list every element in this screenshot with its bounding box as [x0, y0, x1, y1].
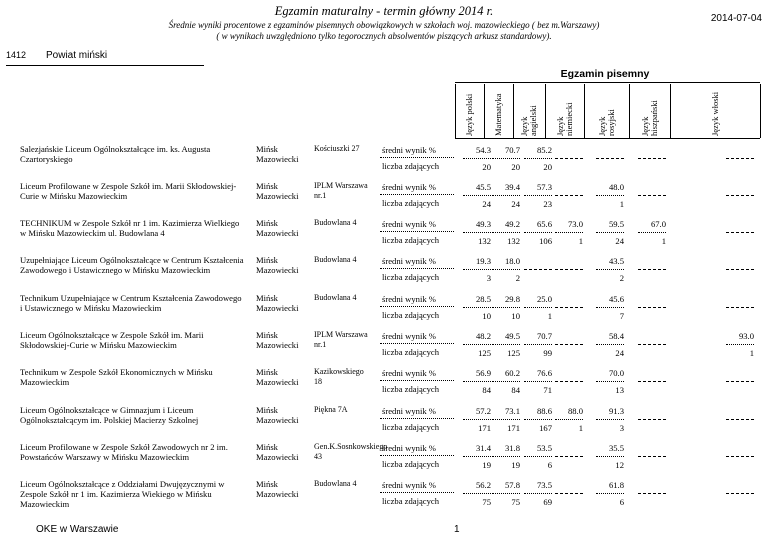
column-header-label: Język polski: [464, 93, 474, 136]
score-value: 45.6: [608, 294, 624, 304]
column-divider: [670, 84, 671, 138]
cell-separator: [492, 307, 520, 308]
cell-separator: [596, 269, 624, 270]
school-name: Liceum Profilowane w Zespole Szkół im. Marii Skłodowskiej-Curie w Mińsku Mazowieckim: [20, 181, 237, 201]
count-value: 20: [482, 162, 491, 172]
cell-separator: [492, 419, 520, 420]
score-value: 29.8: [504, 294, 520, 304]
score-value: 73.0: [567, 219, 583, 229]
count-value: 75: [511, 497, 520, 507]
score-value: 31.8: [504, 443, 520, 453]
cell-separator: [726, 456, 754, 457]
cell-separator: [524, 419, 552, 420]
score-value: 56.9: [475, 368, 491, 378]
table-row: [20, 141, 764, 181]
cell-separator: [596, 232, 624, 233]
score-value: 28.5: [475, 294, 491, 304]
section-bottom-line: [455, 138, 760, 139]
cell-separator: [596, 307, 624, 308]
cell-separator: [524, 158, 552, 159]
school-address: IPLM Warszawa nr.1: [314, 330, 368, 349]
count-value: 69: [543, 497, 552, 507]
school-name: Liceum Ogólnokształcące z Oddziałami Dwujęzycznymi w Zespole Szkół nr 1 im. Kazimierza Wiekiego w Mińsku Mazowieckim: [20, 479, 225, 509]
count-label: liczba zdających: [382, 161, 440, 171]
column-header-label: Matematyka: [493, 93, 503, 136]
score-value: 88.0: [567, 406, 583, 416]
count-value: 2: [515, 273, 520, 283]
score-value: 48.2: [475, 331, 491, 341]
cell-separator: [463, 456, 491, 457]
score-value: 57.2: [475, 406, 491, 416]
cell-separator: [463, 158, 491, 159]
school-name: Salezjańskie Liceum Ogólnokształcące im. ks. Augusta Czartoryskiego: [20, 144, 211, 164]
score-value: 56.2: [475, 480, 491, 490]
cell-separator: [638, 344, 666, 345]
count-value: 171: [507, 423, 520, 433]
count-value: 84: [482, 385, 491, 395]
score-value: 39.4: [504, 182, 520, 192]
count-value: 20: [543, 162, 552, 172]
score-value: 88.6: [536, 406, 552, 416]
count-value: 10: [511, 311, 520, 321]
cell-separator: [638, 307, 666, 308]
cell-separator: [555, 269, 583, 270]
cell-separator: [492, 493, 520, 494]
school-city: Mińsk Mazowiecki: [256, 330, 299, 350]
count-value: 125: [507, 348, 520, 358]
school-address: Budowlana 4: [314, 255, 357, 264]
school-city: Mińsk Mazowiecki: [256, 255, 299, 275]
count-value: 6: [619, 497, 624, 507]
score-label: średni wynik %: [382, 219, 436, 229]
score-value: 18.0: [504, 256, 520, 266]
cell-separator: [555, 381, 583, 382]
table-row: [20, 327, 764, 367]
cell-separator: [726, 381, 754, 382]
school-city: Mińsk Mazowiecki: [256, 218, 299, 238]
cell-separator: [638, 493, 666, 494]
score-label: średni wynik %: [382, 256, 436, 266]
score-label: średni wynik %: [382, 406, 436, 416]
cell-separator: [638, 381, 666, 382]
cell-separator: [555, 232, 583, 233]
label-separator: [380, 231, 454, 232]
column-header-label: Język angielski: [519, 105, 538, 136]
cell-separator: [638, 419, 666, 420]
cell-separator: [463, 381, 491, 382]
count-value: 99: [543, 348, 552, 358]
score-value: 49.5: [504, 331, 520, 341]
cell-separator: [492, 195, 520, 196]
table-row: [20, 290, 764, 330]
table-row: [20, 402, 764, 442]
page-subtitle: [0, 20, 768, 42]
school-city: Mińsk Mazowiecki: [256, 293, 299, 313]
column-divider: [584, 84, 585, 138]
cell-separator: [726, 158, 754, 159]
score-value: 53.5: [536, 443, 552, 453]
footer-org: OKE w Warszawie: [36, 524, 119, 535]
cell-separator: [726, 307, 754, 308]
school-address: Piękna 7A: [314, 405, 348, 414]
count-value: 1: [749, 348, 754, 358]
school-name: Liceum Profilowane w Zespole Szkół Zawodowych nr 2 im. Powstańców Warszawy w Mińsku Mazowieckim: [20, 442, 228, 462]
school-name: TECHNIKUM w Zespole Szkół nr 1 im. Kazimierza Wielkiego w Mińsku Mazowieckim ul. Budowlana 4: [20, 218, 240, 238]
score-value: 60.2: [504, 368, 520, 378]
score-value: 58.4: [608, 331, 624, 341]
cell-separator: [524, 307, 552, 308]
column-divider: [629, 84, 630, 138]
cell-separator: [726, 344, 754, 345]
school-address: Budowlana 4: [314, 218, 357, 227]
cell-separator: [555, 456, 583, 457]
powiat-code: 1412: [6, 50, 27, 60]
cell-separator: [555, 158, 583, 159]
cell-separator: [638, 232, 666, 233]
cell-separator: [492, 456, 520, 457]
count-label: liczba zdających: [382, 198, 440, 208]
cell-separator: [596, 158, 624, 159]
count-label: liczba zdających: [382, 347, 440, 357]
school-name: Liceum Ogólnokształcące w Zespole Szkół im. Marii Skłodowskiej-Curie w Mińsku Mazowieckim: [20, 330, 204, 350]
column-divider: [513, 84, 514, 138]
label-separator: [380, 306, 454, 307]
score-value: 57.3: [536, 182, 552, 192]
cell-separator: [726, 419, 754, 420]
score-value: 19.3: [475, 256, 491, 266]
cell-separator: [726, 269, 754, 270]
school-address: Budowlana 4: [314, 293, 357, 302]
cell-separator: [492, 381, 520, 382]
powiat-name: Powiat miński: [46, 50, 108, 61]
score-value: 49.3: [475, 219, 491, 229]
cell-separator: [726, 195, 754, 196]
cell-separator: [555, 419, 583, 420]
cell-separator: [492, 158, 520, 159]
count-value: 3: [486, 273, 491, 283]
count-value: 10: [482, 311, 491, 321]
score-label: średni wynik %: [382, 368, 436, 378]
section-title: Egzamin pisemny: [560, 68, 650, 80]
score-value: 93.0: [738, 331, 754, 341]
school-city: Mińsk Mazowiecki: [256, 367, 299, 387]
school-city: Mińsk Mazowiecki: [256, 405, 299, 425]
cell-separator: [463, 232, 491, 233]
score-label: średni wynik %: [382, 182, 436, 192]
score-value: 43.5: [608, 256, 624, 266]
count-label: liczba zdających: [382, 310, 440, 320]
column-header-label: Język rosyjski: [596, 109, 616, 136]
cell-separator: [492, 344, 520, 345]
count-label: liczba zdających: [382, 422, 440, 432]
cell-separator: [524, 269, 552, 270]
count-value: 19: [511, 460, 520, 470]
count-value: 23: [543, 199, 552, 209]
count-value: 1: [661, 236, 666, 246]
cell-separator: [596, 195, 624, 196]
cell-separator: [463, 195, 491, 196]
table-row: [20, 178, 764, 218]
score-value: 48.0: [608, 182, 624, 192]
count-value: 2: [619, 273, 624, 283]
cell-separator: [463, 493, 491, 494]
school-city: Mińsk Mazowiecki: [256, 442, 299, 462]
count-value: 125: [478, 348, 491, 358]
column-divider: [760, 84, 761, 138]
cell-separator: [555, 195, 583, 196]
count-value: 24: [482, 199, 491, 209]
count-value: 1: [619, 199, 624, 209]
score-value: 61.8: [608, 480, 624, 490]
school-address: Budowlana 4: [314, 479, 357, 488]
label-separator: [380, 343, 454, 344]
school-name: Technikum Uzupełniające w Centrum Kształcenia Zawodowego i Ustawicznego w Mińsku Mazowieckim: [20, 293, 242, 313]
column-divider: [455, 84, 456, 138]
header-rule: [6, 65, 204, 66]
count-value: 106: [539, 236, 552, 246]
label-separator: [380, 157, 454, 158]
cell-separator: [638, 269, 666, 270]
school-name: Technikum w Zespole Szkół Ekonomicznych w Mińsku Mazowieckim: [20, 367, 213, 387]
cell-separator: [463, 344, 491, 345]
score-label: średni wynik %: [382, 331, 436, 341]
count-value: 84: [511, 385, 520, 395]
cell-separator: [524, 456, 552, 457]
count-value: 71: [543, 385, 552, 395]
count-value: 3: [619, 423, 624, 433]
score-value: 59.5: [608, 219, 624, 229]
count-label: liczba zdających: [382, 384, 440, 394]
label-separator: [380, 455, 454, 456]
cell-separator: [492, 269, 520, 270]
table-row: [20, 476, 764, 516]
subtitle-line-2: ( w wynikach uwzględniono tylko tegorocznych absolwentów piszących arkusz standardowy).: [216, 31, 552, 41]
school-address: IPLM Warszawa nr.1: [314, 181, 368, 200]
count-value: 20: [511, 162, 520, 172]
column-header-label: Język włoski: [709, 91, 720, 136]
school-city: Mińsk Mazowiecki: [256, 479, 299, 499]
count-value: 75: [482, 497, 491, 507]
score-value: 70.7: [504, 145, 520, 155]
cell-separator: [524, 232, 552, 233]
table-row: [20, 252, 764, 292]
count-label: liczba zdających: [382, 235, 440, 245]
count-value: 132: [507, 236, 520, 246]
score-value: 54.3: [475, 145, 491, 155]
page-title: Egzamin maturalny - termin główny 2014 r.: [274, 4, 494, 18]
score-value: 70.0: [608, 368, 624, 378]
count-value: 132: [478, 236, 491, 246]
count-value: 167: [539, 423, 552, 433]
cell-separator: [524, 344, 552, 345]
count-value: 12: [615, 460, 624, 470]
score-value: 57.8: [504, 480, 520, 490]
cell-separator: [638, 158, 666, 159]
label-separator: [380, 418, 454, 419]
cell-separator: [524, 381, 552, 382]
count-value: 171: [478, 423, 491, 433]
column-header-label: Język niemiecki: [554, 102, 574, 136]
score-value: 49.2: [504, 219, 520, 229]
cell-separator: [596, 419, 624, 420]
count-value: 1: [578, 236, 583, 246]
count-value: 6: [547, 460, 552, 470]
label-separator: [380, 492, 454, 493]
score-value: 65.6: [536, 219, 552, 229]
score-value: 35.5: [608, 443, 624, 453]
table-row: [20, 364, 764, 404]
count-value: 1: [578, 423, 583, 433]
score-value: 73.5: [536, 480, 552, 490]
score-label: średni wynik %: [382, 443, 436, 453]
score-value: 76.6: [536, 368, 552, 378]
cell-separator: [492, 232, 520, 233]
cell-separator: [555, 307, 583, 308]
score-label: średni wynik %: [382, 480, 436, 490]
column-divider: [484, 84, 485, 138]
school-address: Gen.K.Sosnkowskiego 43: [314, 442, 388, 461]
label-separator: [380, 268, 454, 269]
school-city: Mińsk Mazowiecki: [256, 181, 299, 201]
cell-separator: [463, 269, 491, 270]
score-value: 85.2: [536, 145, 552, 155]
subtitle-line-1: Średnie wyniki procentowe z egzaminów pisemnych obowiązkowych w szkołach woj. mazowieckiego ( bez m.Warszawy): [168, 20, 600, 30]
school-city: Mińsk Mazowiecki: [256, 144, 299, 164]
score-value: 73.1: [504, 406, 520, 416]
cell-separator: [524, 493, 552, 494]
score-value: 31.4: [475, 443, 491, 453]
score-value: 25.0: [536, 294, 552, 304]
column-header-label: Język hiszpański: [639, 100, 659, 136]
score-label: średni wynik %: [382, 294, 436, 304]
score-value: 45.5: [475, 182, 491, 192]
cell-separator: [463, 419, 491, 420]
score-value: 67.0: [650, 219, 666, 229]
cell-separator: [596, 456, 624, 457]
cell-separator: [463, 307, 491, 308]
cell-separator: [596, 344, 624, 345]
cell-separator: [524, 195, 552, 196]
column-divider: [545, 84, 546, 138]
count-value: 24: [615, 236, 624, 246]
count-value: 1: [547, 311, 552, 321]
cell-separator: [596, 381, 624, 382]
count-value: 24: [511, 199, 520, 209]
school-name: Uzupełniające Liceum Ogólnokształcące w Centrum Kształcenia Zawodowego i Ustawicznego w Mińsku Mazowieckim: [20, 255, 244, 275]
school-name: Liceum Ogólnokształcące w Gimnazjum i Liceum Ogólnokształcącym im. Polskiej Macierzy Szkolnej: [20, 405, 199, 425]
label-separator: [380, 380, 454, 381]
table-row: [20, 439, 764, 479]
school-address: Kazikowskiego 18: [314, 367, 364, 386]
school-address: Kościuszki 27: [314, 144, 360, 153]
cell-separator: [638, 456, 666, 457]
score-label: średni wynik %: [382, 145, 436, 155]
cell-separator: [555, 344, 583, 345]
section-top-line: [455, 82, 760, 83]
score-value: 91.3: [608, 406, 624, 416]
count-label: liczba zdających: [382, 496, 440, 506]
page-number: 1: [454, 524, 460, 535]
score-value: 70.7: [536, 331, 552, 341]
table-row: [20, 215, 764, 255]
count-value: 24: [615, 348, 624, 358]
count-value: 13: [615, 385, 624, 395]
cell-separator: [638, 195, 666, 196]
label-separator: [380, 194, 454, 195]
cell-separator: [596, 493, 624, 494]
cell-separator: [555, 493, 583, 494]
count-value: 7: [619, 311, 624, 321]
cell-separator: [726, 493, 754, 494]
count-label: liczba zdających: [382, 459, 440, 469]
count-value: 19: [482, 460, 491, 470]
report-date: 2014-07-04: [710, 13, 762, 24]
cell-separator: [726, 232, 754, 233]
count-label: liczba zdających: [382, 272, 440, 282]
